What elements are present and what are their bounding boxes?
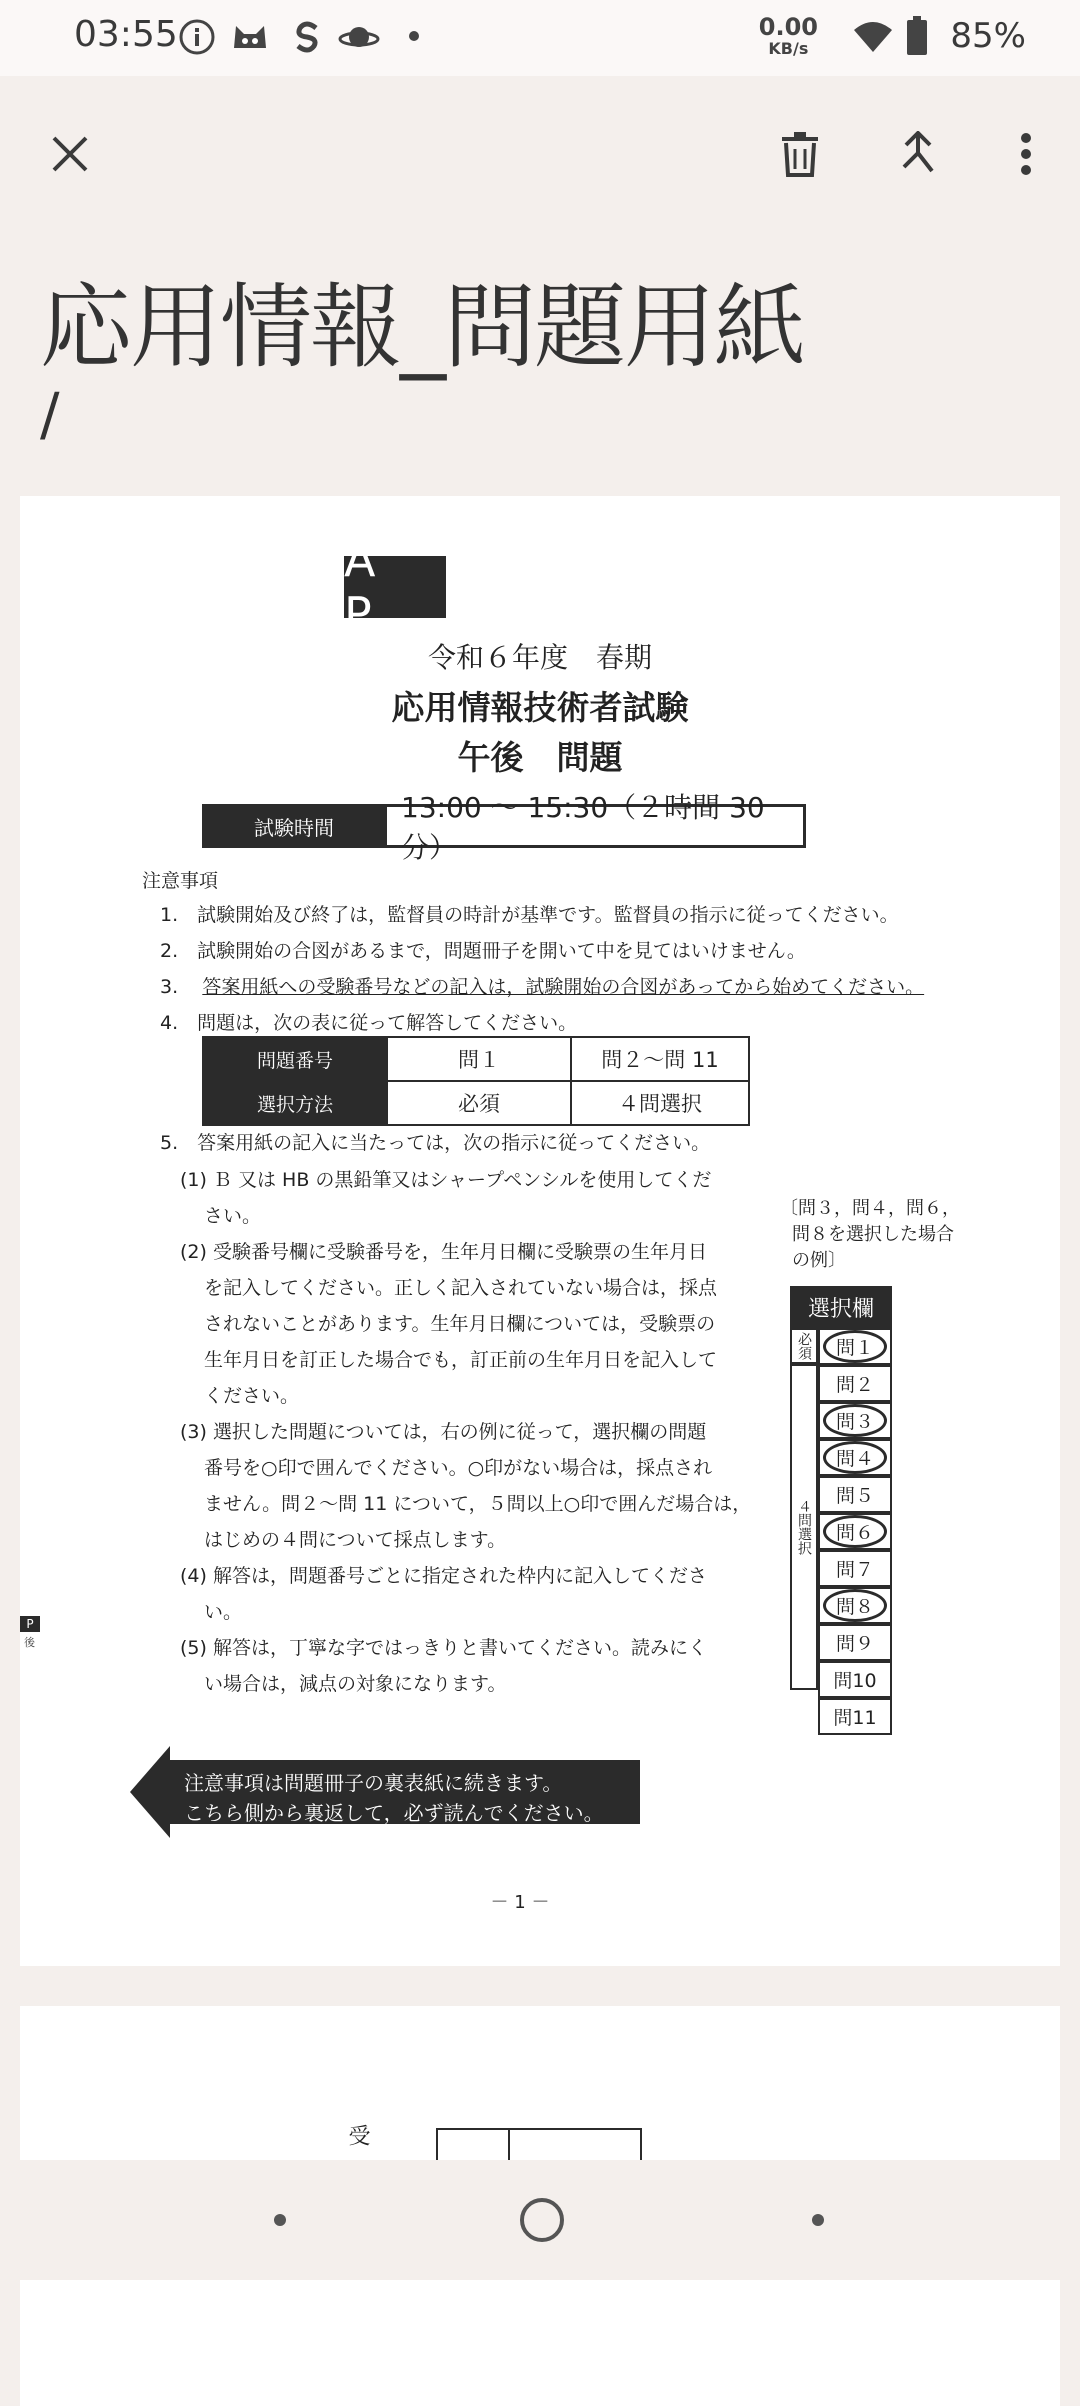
line: 生年月日を訂正した場合でも，訂正前の生年月日を記入して (204, 1349, 718, 1371)
time-value: 13:00 ～ 15:30（２時間 30 分） (384, 804, 806, 848)
clock: 03:55 (74, 14, 178, 55)
time-label: 試験時間 (202, 804, 386, 848)
line: (5) 解答は，丁寧な字ではっきりと書いてください。読みにく (180, 1637, 707, 1659)
nav-dot-icon (811, 2213, 825, 2227)
notice-line-1: 注意事項は問題冊子の裏表紙に続きます。 (184, 1771, 563, 1795)
note-5-sub-3 (180, 1414, 751, 1558)
note-2: 2. 試験開始の合図があるまで，問題冊子を開いて中を見てはいけません。 (160, 940, 806, 962)
navigation-bar (0, 2160, 1080, 2280)
example-caption (780, 1196, 960, 1274)
table-cell: 問２～問 11 (571, 1037, 749, 1081)
selection-item (818, 1402, 892, 1439)
required-label: 必須 (790, 1328, 818, 1364)
side-mark-sub: 後 (24, 1636, 35, 1649)
note-5: 5. 答案用紙の記入に当たっては，次の指示に従ってください。 (160, 1132, 711, 1154)
nav-back-button[interactable] (240, 2180, 320, 2260)
selection-item (818, 1698, 892, 1735)
table-cell: 必須 (387, 1081, 571, 1125)
merge-button[interactable] (870, 106, 966, 202)
arrow-left-icon (130, 1746, 170, 1838)
table-header-method: 選択方法 (203, 1081, 387, 1125)
planet-icon (338, 18, 380, 56)
selection-item-circled-label: 問８ (823, 1589, 887, 1622)
selection-item (818, 1328, 892, 1365)
nav-recents-button[interactable] (778, 2180, 858, 2260)
page-2-side-text: 受 (345, 2124, 370, 2146)
table-cell: ４問選択 (571, 1081, 749, 1125)
line: さい。 (204, 1205, 262, 1227)
nav-dot-icon (273, 2213, 287, 2227)
reverse-side-notice (170, 1760, 640, 1824)
line: (4) 解答は，問題番号ごとに指定された枠内に記入してくださ (180, 1565, 707, 1587)
line: 番号を○印で囲んでください。○印がない場合は，採点され (204, 1457, 713, 1479)
note-3-text: 答案用紙への受験番号などの記入は，試験開始の合図があってから始めてください。 (202, 976, 925, 998)
network-speed: 0.00 KB/s (758, 13, 818, 58)
note-1: 1. 試験開始及び終了は，監督員の時計が基準です。監督員の指示に従ってください。 (160, 904, 899, 926)
document-page[interactable] (20, 496, 1060, 1966)
battery-level: 85% (950, 16, 1026, 56)
selection-item (818, 1439, 892, 1476)
selection-item-label: 問９ (835, 1633, 874, 1655)
info-icon (178, 18, 216, 56)
selection-items (818, 1328, 892, 1735)
line: の例〕 (792, 1250, 846, 1271)
selection-item-circled-label: 問４ (823, 1441, 887, 1474)
line: はじめの４問について採点します。 (204, 1529, 507, 1551)
selection-item (818, 1513, 892, 1550)
status-bar (0, 0, 1080, 76)
line: を記入してください。正しく記入されていない場合は，採点 (204, 1277, 718, 1299)
document-path: / (40, 380, 60, 448)
note-4: 4. 問題は，次の表に従って解答してください。 (160, 1012, 578, 1034)
question-table (202, 1036, 750, 1126)
line: (3) 選択した問題については，右の例に従って，選択欄の問題 (180, 1421, 707, 1443)
line: 問８を選択した場合 (792, 1224, 954, 1245)
line: (2) 受験番号欄に受験番号を，生年月日欄に受験票の生年月日 (180, 1241, 707, 1263)
selection-item-label: 問10 (833, 1670, 877, 1692)
selection-item (818, 1587, 892, 1624)
selection-item-circled-label: 問６ (823, 1515, 887, 1548)
note-3-number: 3. (160, 976, 179, 998)
notes-heading: 注意事項 (142, 870, 219, 892)
exam-year: 令和６年度 春期 (427, 641, 652, 674)
selection-item (818, 1365, 892, 1402)
cat-icon (230, 18, 270, 56)
line: ください。 (204, 1385, 300, 1407)
line: されないことがあります。生年月日欄については，受験票の (204, 1313, 716, 1335)
close-icon (50, 134, 90, 174)
line: い。 (204, 1601, 243, 1623)
notice-line-2: こちら側から裏返して，必ず読んでください。 (184, 1801, 604, 1825)
line: ません。問２～問 11 について，５問以上○印で囲んだ場合は， (204, 1493, 752, 1515)
trash-icon (780, 131, 820, 177)
selection-item (818, 1476, 892, 1513)
app-bar (0, 76, 1080, 236)
wifi-icon (852, 20, 894, 54)
home-circle-icon (518, 2196, 566, 2244)
line: 〔問３，問４，問６， (780, 1198, 960, 1219)
s-app-icon (292, 18, 322, 56)
side-mark: P (20, 1616, 40, 1632)
page-number: － 1 － (490, 1892, 550, 1913)
selection-header: 選択欄 (790, 1286, 892, 1328)
selection-item-label: 問11 (833, 1707, 877, 1729)
selection-item-circled-label: 問３ (823, 1404, 887, 1437)
merge-icon (898, 131, 938, 177)
table-cell: 問１ (387, 1037, 571, 1081)
note-5-sub-4 (180, 1558, 707, 1630)
exam-code-badge: A P (344, 556, 446, 618)
document-title[interactable]: 応用情報_問題用紙 (40, 274, 805, 381)
selection-item-label: 問５ (835, 1485, 874, 1507)
note-5-sub-5 (180, 1630, 707, 1702)
exam-session: 午後 問題 (457, 738, 623, 777)
more-vert-icon (1020, 132, 1032, 176)
selection-column-example (790, 1286, 912, 1732)
battery-icon (906, 16, 928, 56)
close-button[interactable] (22, 106, 118, 202)
dot-icon (408, 30, 420, 42)
note-3 (160, 972, 924, 999)
selection-item (818, 1661, 892, 1698)
selection-item (818, 1550, 892, 1587)
choose-four-label: ４問選択 (790, 1364, 818, 1690)
selection-item-label: 問７ (835, 1559, 874, 1581)
exam-name: 応用情報技術者試験 (391, 688, 689, 727)
selection-item-circled-label: 問１ (823, 1330, 887, 1363)
note-5-sub-1 (180, 1162, 711, 1234)
note-5-sub-2 (180, 1234, 717, 1414)
delete-button[interactable] (752, 106, 848, 202)
selection-item (818, 1624, 892, 1661)
line: い場合は，減点の対象になります。 (204, 1673, 507, 1695)
nav-home-button[interactable] (500, 2178, 584, 2262)
line: (1) Ｂ 又は HB の黒鉛筆又はシャープペンシルを使用してくだ (180, 1169, 712, 1191)
table-header-number: 問題番号 (203, 1037, 387, 1081)
more-options-button[interactable] (978, 106, 1074, 202)
selection-item-label: 問２ (835, 1374, 874, 1396)
